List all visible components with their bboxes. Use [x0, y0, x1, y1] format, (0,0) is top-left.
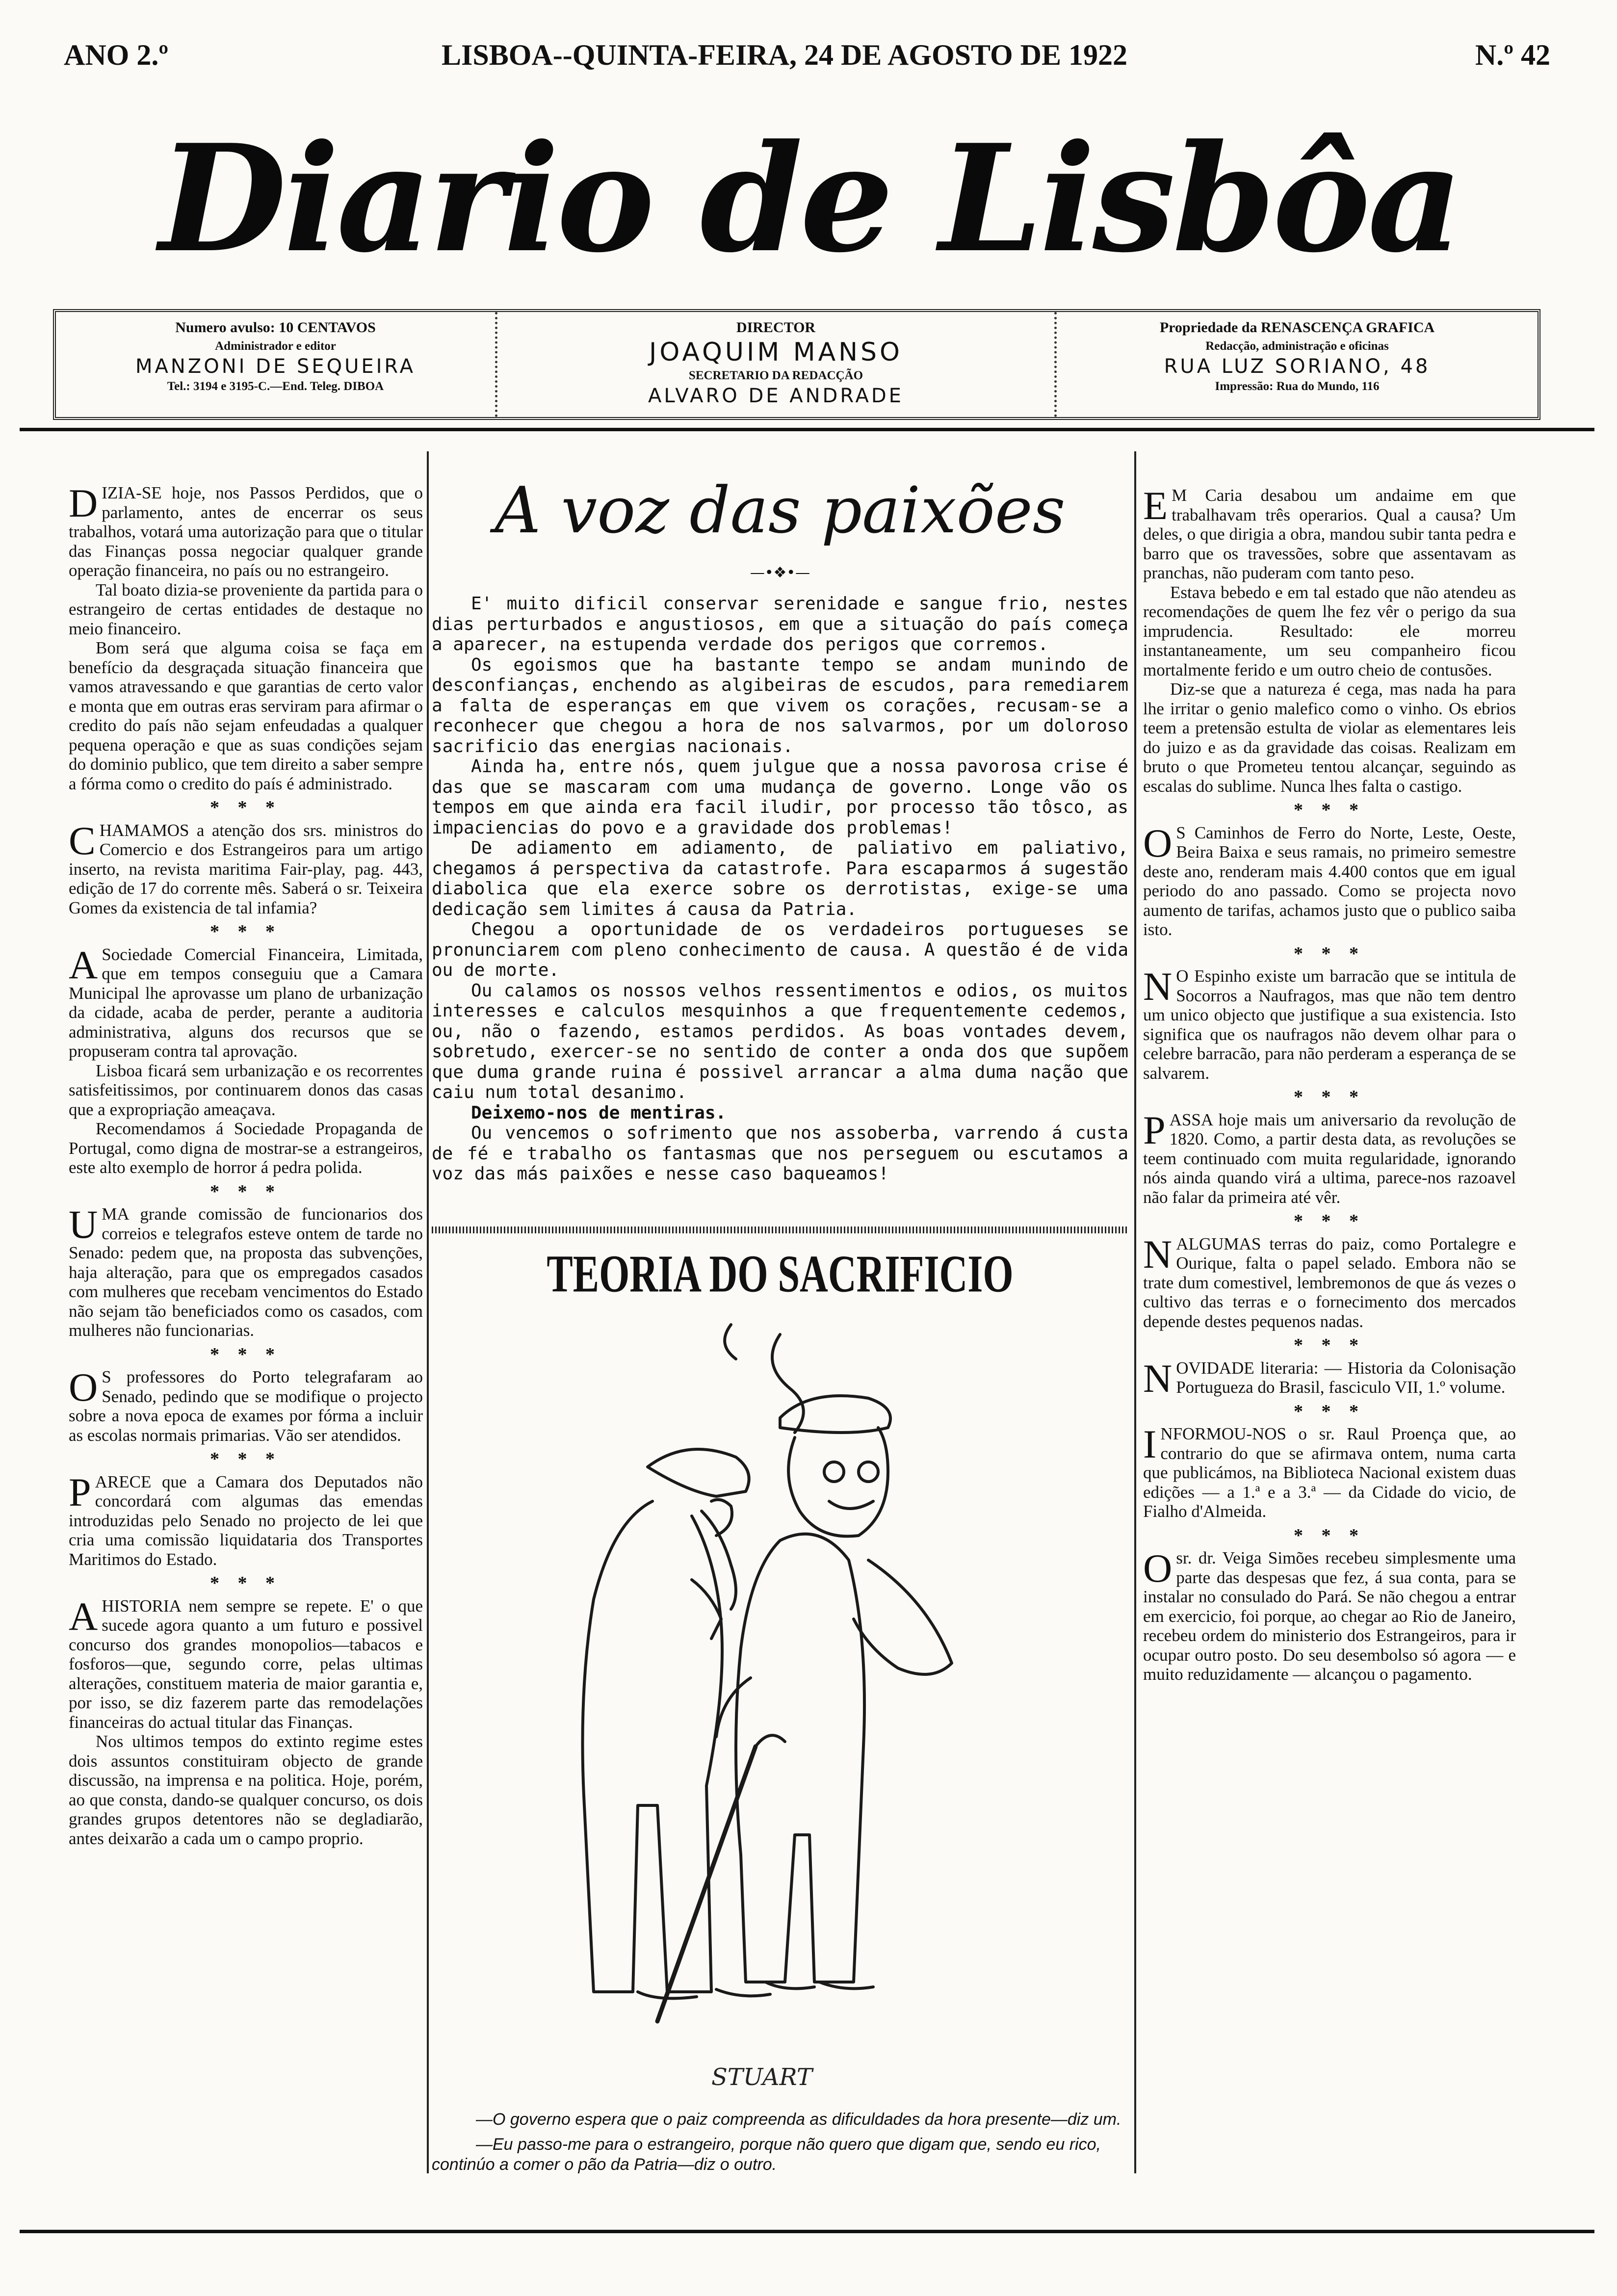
glasses-icon: [824, 1462, 844, 1482]
editorial-paragraph: Ou vencemos o sofrimento que nos assoberba, varrendo á custa de fé e trabalho os fantasmas que nos perseguem ou escutamos a voz das más paixões e nesse caso baqueamos!: [432, 1123, 1128, 1184]
headline-ornament: —•❖•—: [750, 564, 810, 581]
drop-cap: C: [69, 818, 96, 863]
paragraph-text: Sociedade Comercial Financeira, Limitada, que em tempos conseguiu que a Camara Municipal lhe aprovasse um plano de urbanização da cidade, acaba de perder, perante a auditoria administrativa, alguns dos recursos que se propuseram contra tal aprovação.: [69, 944, 423, 1061]
drop-cap: O: [1143, 820, 1173, 865]
smoke-curl-icon: [772, 1334, 804, 1433]
cartoon-captions: [432, 2110, 1128, 2180]
drop-cap: U: [69, 1202, 98, 1247]
news-item: [1143, 1424, 1516, 1521]
section-separator: * * *: [210, 1344, 282, 1365]
masthead: Diario de Lisbôa: [158, 112, 1461, 285]
hat-right-icon: [780, 1396, 890, 1433]
drop-cap: O: [69, 1365, 98, 1409]
drop-cap: A: [69, 1593, 98, 1639]
drop-cap: P: [69, 1469, 91, 1514]
info-right: [1057, 312, 1538, 417]
drop-cap: A: [69, 942, 98, 987]
news-item: [69, 1593, 423, 1849]
paragraph-text: OVIDADE literaria: — Historia da Colonisação Portugueza do Brasil, fasciculo VII, 1.º volume.: [1176, 1358, 1516, 1397]
price-line: Numero avulso: 10 CENTAVOS: [175, 319, 376, 336]
paragraph-text: HISTORIA nem sempre se repete. E' o que sucede agora quanto a um futuro e possivel concurso dos grandes monopolios—tabacos e fosforos—que, segundo corre, pelas ultimas alterações, constituem materia de maior garantia e, por isso, se diz fazerem parte das remodelações financeiras do actual titular das Finanças.: [69, 1596, 423, 1732]
address-line: RUA LUZ SORIANO, 48: [1164, 355, 1431, 378]
issue-number: N.º 42: [1475, 39, 1550, 71]
paragraph-text: IZIA-SE hoje, nos Passos Perdidos, que o parlamento, antes de encerrar os seus trabalhos, votará uma autorização para que o titular das Finanças possa negociar qualquer grande operação financeira, no país ou no estrangeiro.: [69, 483, 423, 580]
paragraph-text: sr. dr. Veiga Simões recebeu simplesmente uma parte das despesas que fez, á sua conta, para se instalar no consulado do Pará. Se não chegou a entrar em exercicio, foi porque, ao chegar ao Rio de Janeiro, recebeu ordem do ministerio dos Estrangeiros, para ir ocupar outro posto. Do seu desembolso só agora — e muito reduzidamente — alcançou o pagamento.: [1143, 1548, 1516, 1684]
drop-cap: I: [1143, 1422, 1157, 1466]
header-rule: [20, 428, 1594, 431]
column-divider-left: [427, 451, 429, 2173]
footer-rule: [20, 2230, 1594, 2233]
news-item: [1143, 820, 1516, 939]
news-item: [69, 1367, 423, 1445]
section-separator: * * *: [1294, 800, 1365, 820]
offices-label: Redacção, administração e oficinas: [1205, 339, 1389, 353]
paragraph-text: M Caria desabou um andaime em que trabalhavam três operarios. Qual a causa? Um deles, o que dirigia a obra, mandou subir tanta pedra e barro que os travessões, sobre que assentavam as pranchas, não puderam com tanto peso.: [1143, 486, 1516, 582]
paragraph-text: ASSA hoje mais um aniversario da revolução de 1820. Como, a partir desta data, as revoluções se teem continuado com muita regularidade, ignorando nós ainda quando virá a ultima, parece-nos razoavel não falar da primeira até vêr.: [1143, 1110, 1516, 1207]
news-item: [1143, 1107, 1516, 1207]
paragraph-text: S Caminhos de Ferro do Norte, Leste, Oeste, Beira Baixa e seus ramais, no primeiro semestre deste ano, renderam mais 4.400 contos que em igual periodo do ano passado. Como se projecta novo aumento de tarifas, achamos justo que o publico saiba isto.: [1143, 823, 1516, 939]
section-separator: * * *: [210, 1573, 282, 1593]
news-item: [1143, 966, 1516, 1083]
cartoon-title: TEORIA DO SACRIFICIO: [547, 1245, 1014, 1304]
date-label: LISBOA--QUINTA-FEIRA, 24 DE AGOSTO DE 1922: [442, 39, 1127, 71]
column-divider-right: [1134, 451, 1136, 2173]
paragraph-text: Estava bebedo e em tal estado que não atendeu as recomendações de quem lhe fez vêr o perigo da sua imprudencia. Resultado: ele morreu instantaneamente, um seu companheiro ficou mortalmente ferido e um outro cheio de contusões.: [1143, 582, 1516, 679]
editorial-paragraph: Ainda ha, entre nós, quem julgue que a nossa pavorosa crise é das que se mascaram com uma mudança de governo. Longe vão os tempos em que ainda era facil iludir, por processo tão tôsco, as impaciencias do povo e a gravidade dos problemas!: [432, 757, 1128, 838]
section-band: [432, 1226, 1128, 1233]
news-item: [69, 942, 423, 1177]
drop-cap: N: [1143, 964, 1173, 1009]
editorial-body: [432, 594, 1128, 1184]
drop-cap: N: [1143, 1356, 1173, 1401]
paragraph-text: Tal boato dizia-se proveniente da partida para o estrangeiro de certas entidades de destaque no meio financeiro.: [69, 580, 423, 638]
paragraph-text: ALGUMAS terras do paiz, como Portalegre e Ourique, falta o papel selado. Embora não se trate dum comestivel, lembremonos de que ás vezes o cultivo das terras e o fornecimento dos mercados depende destes pequenos nadas.: [1143, 1234, 1516, 1331]
section-separator: * * *: [1294, 1211, 1365, 1231]
owner-line: Propriedade da RENASCENÇA GRAFICA: [1159, 319, 1435, 336]
section-separator: * * *: [210, 921, 282, 942]
drop-cap: P: [1143, 1107, 1166, 1152]
secretary-name: ALVARO DE ANDRADE: [648, 385, 904, 407]
section-separator: * * *: [1294, 943, 1365, 964]
admin-name: MANZONI DE SEQUEIRA: [135, 355, 416, 378]
caption-line: —Eu passo-me para o estrangeiro, porque não quero que digam que, sendo eu rico, continúo a comer o pão da Patria—diz o outro.: [432, 2135, 1101, 2174]
paragraph-text: S professores do Porto telegrafaram ao Senado, pedindo que se modifique o projecto sobre a nova epoca de exames por fórma a incluir as escolas normais primarias. Vão ser atendidos.: [69, 1367, 423, 1445]
info-box: [53, 309, 1540, 420]
news-item: [69, 818, 423, 918]
phone-line: Tel.: 3194 e 3195-C.—End. Teleg. DIBOA: [167, 380, 384, 393]
paragraph-text: Recomendamos á Sociedade Propaganda de Portugal, como digna de mostrar-se a estrangeiros, este alto exemplo de horror á pedra polida.: [69, 1119, 423, 1177]
info-center: [497, 312, 1057, 417]
news-item: [1143, 1231, 1516, 1331]
paragraph-text: O Espinho existe um barracão que se intitula de Socorros a Naufragos, mas que não tem dentro um unico objecto que justifique a sua existencia. Isto significa que os naufragos não devem olhar para o celebre barracão, para não perderam a esperança de se salvarem.: [1143, 966, 1516, 1083]
editorial-paragraph: Chegou a oportunidade de os verdadeiros portugueses se pronunciarem com pleno conhecimento de causa. A questão é de vida ou de morte.: [432, 919, 1128, 980]
left-column: [69, 483, 423, 1848]
section-separator: * * *: [210, 1449, 282, 1469]
director-label: DIRECTOR: [736, 319, 816, 336]
info-left: [56, 312, 497, 417]
editorial-headline: A voz das paixões: [495, 473, 1066, 548]
section-separator: * * *: [1294, 1401, 1365, 1422]
hat-left-icon: [648, 1449, 749, 1496]
paragraph-text: ARECE que a Camara dos Deputados não concordará com algumas das emendas introduzidas pelo Senado no projecto de lei que cria uma comissão liquidataria dos Transportes Maritimos do Estado.: [69, 1472, 423, 1569]
section-separator: * * *: [1294, 1087, 1365, 1107]
news-item: [1143, 483, 1516, 796]
right-column: [1143, 483, 1516, 1684]
paragraph-text: NFORMOU-NOS o sr. Raul Proença que, ao contrario do que se afirmava ontem, numa carta que publicámos, na Biblioteca Nacional existem duas edições — a 1.ª e a 3.ª — da Cidade do vicio, de Fialho d'Almeida.: [1143, 1424, 1516, 1521]
editorial-paragraph: Ou calamos os nossos velhos ressentimentos e odios, os muitos interesses e calculos mesquinhos a que frequentemente cedemos, ou, não o fazendo, estamos perdidos. As boas vontades devem, sobretudo, exercer-se no sentido de conter a onda dos que supõem que duma grande ruina é possivel arrancar a alma duma nação que caiu num total desanimo.: [432, 980, 1128, 1102]
drop-cap: N: [1143, 1231, 1173, 1277]
dateline: [64, 38, 1550, 78]
section-separator: * * *: [1294, 1525, 1365, 1546]
paragraph-text: MA grande comissão de funcionarios dos correios e telegrafos esteve ontem de tarde no Senado: pedem que, na proposta das subvenções, haja alteração, para que os empregados casados com mulheres que recebam vencimentos do Estado não sejam tão beneficiados como os casados, com mulheres não funcionarias.: [69, 1204, 423, 1340]
paragraph-text: Nos ultimos tempos do extinto regime estes dois assuntos constituiram objecto de grande discussão, na imprensa e na politica. Hoje, porém, ao que consta, dando-se qualquer concurso, os dois grandes grupos detentores não se degladiarão, antes deixarão a cada um o campo proprio.: [69, 1732, 423, 1848]
cartoon-illustration: [437, 1305, 1123, 2100]
news-item: [69, 483, 423, 793]
drop-cap: E: [1143, 483, 1168, 528]
editorial-paragraph: De adiamento em adiamento, de paliativo em paliativo, chegamos á perspectiva da catastrofe. Para escaparmos á sugestão diabolica que ela exerce sobre os derrotistas, exige-se uma dedicação sem limites á causa da Patria.: [432, 838, 1128, 919]
paragraph-text: HAMAMOS a atenção dos srs. ministros do Comercio e dos Estrangeiros para um artigo inserto, na revista maritima Fair-play, pag. 443, edição de 17 do corrente mês. Saberá o sr. Teixeira Gomes da existencia de tal infamia?: [69, 820, 423, 917]
admin-label: Administrador e editor: [215, 339, 336, 353]
paragraph-text: Bom será que alguma coisa se faça em benefício da desgraçada situação financeira que vamos atravessando e que garantias de certo valor e monta que em outras eras serviram para afirmar o credito do país não sejam enfeudadas a qualquer pequena operação e que as suas condições sejam do dominio publico, que tem direito a saber sempre a fórma como o credito do país é administrado.: [69, 638, 423, 793]
paragraph-text: Diz-se que a natureza é cega, mas nada ha para lhe irritar o genio malefico como o vinho. Os ebrios teem a pretensão estulta de violar as elementares leis do juizo e as da gravidade das coisas. Realizam em bruto o que Prometeu tentou alcançar, seguindo as escalas do sublime. Nunca lhes falta o castigo.: [1143, 679, 1516, 796]
news-item: [69, 1469, 423, 1569]
year-label: ANO 2.º: [64, 39, 169, 71]
section-separator: * * *: [210, 1181, 282, 1202]
drop-cap: O: [1143, 1546, 1173, 1591]
section-separator: * * *: [1294, 1335, 1365, 1356]
news-item: [69, 1204, 423, 1340]
secretary-label: SECRETARIO DA REDACÇÃO: [688, 369, 863, 382]
news-item: [1143, 1356, 1516, 1401]
artist-signature: STUART: [711, 2063, 812, 2091]
section-separator: * * *: [210, 797, 282, 818]
director-name: JOAQUIM MANSO: [649, 338, 903, 367]
printing-line: Impressão: Rua do Mundo, 116: [1215, 380, 1380, 393]
editorial-paragraph: E' muito dificil conservar serenidade e sangue frio, nestes dias perturbados e angustiosos, em que a situação do país começa a aparecer, na estupenda verdade dos perigos que corremos.: [432, 594, 1128, 654]
drop-cap: D: [69, 481, 98, 525]
editorial-paragraph: Deixemo-nos de mentiras.: [471, 1102, 727, 1123]
paragraph-text: Lisboa ficará sem urbanização e os recorrentes satisfeitissimos, por continuarem donos das casas que a expropriação ameaçava.: [69, 1061, 423, 1119]
news-item: [1143, 1548, 1516, 1684]
caption-line: —O governo espera que o paiz compreenda as dificuldades da hora presente—diz um.: [476, 2110, 1121, 2129]
editorial-paragraph: Os egoismos que ha bastante tempo se andam munindo de desconfianças, enchendo as algibeiras de escudos, para remediarem a falta de esperanças em que vivem os corações, recusam-se a reconhecer que chegou a hora de nos salvarmos, por um doloroso sacrificio das energias nacionais.: [432, 654, 1128, 757]
